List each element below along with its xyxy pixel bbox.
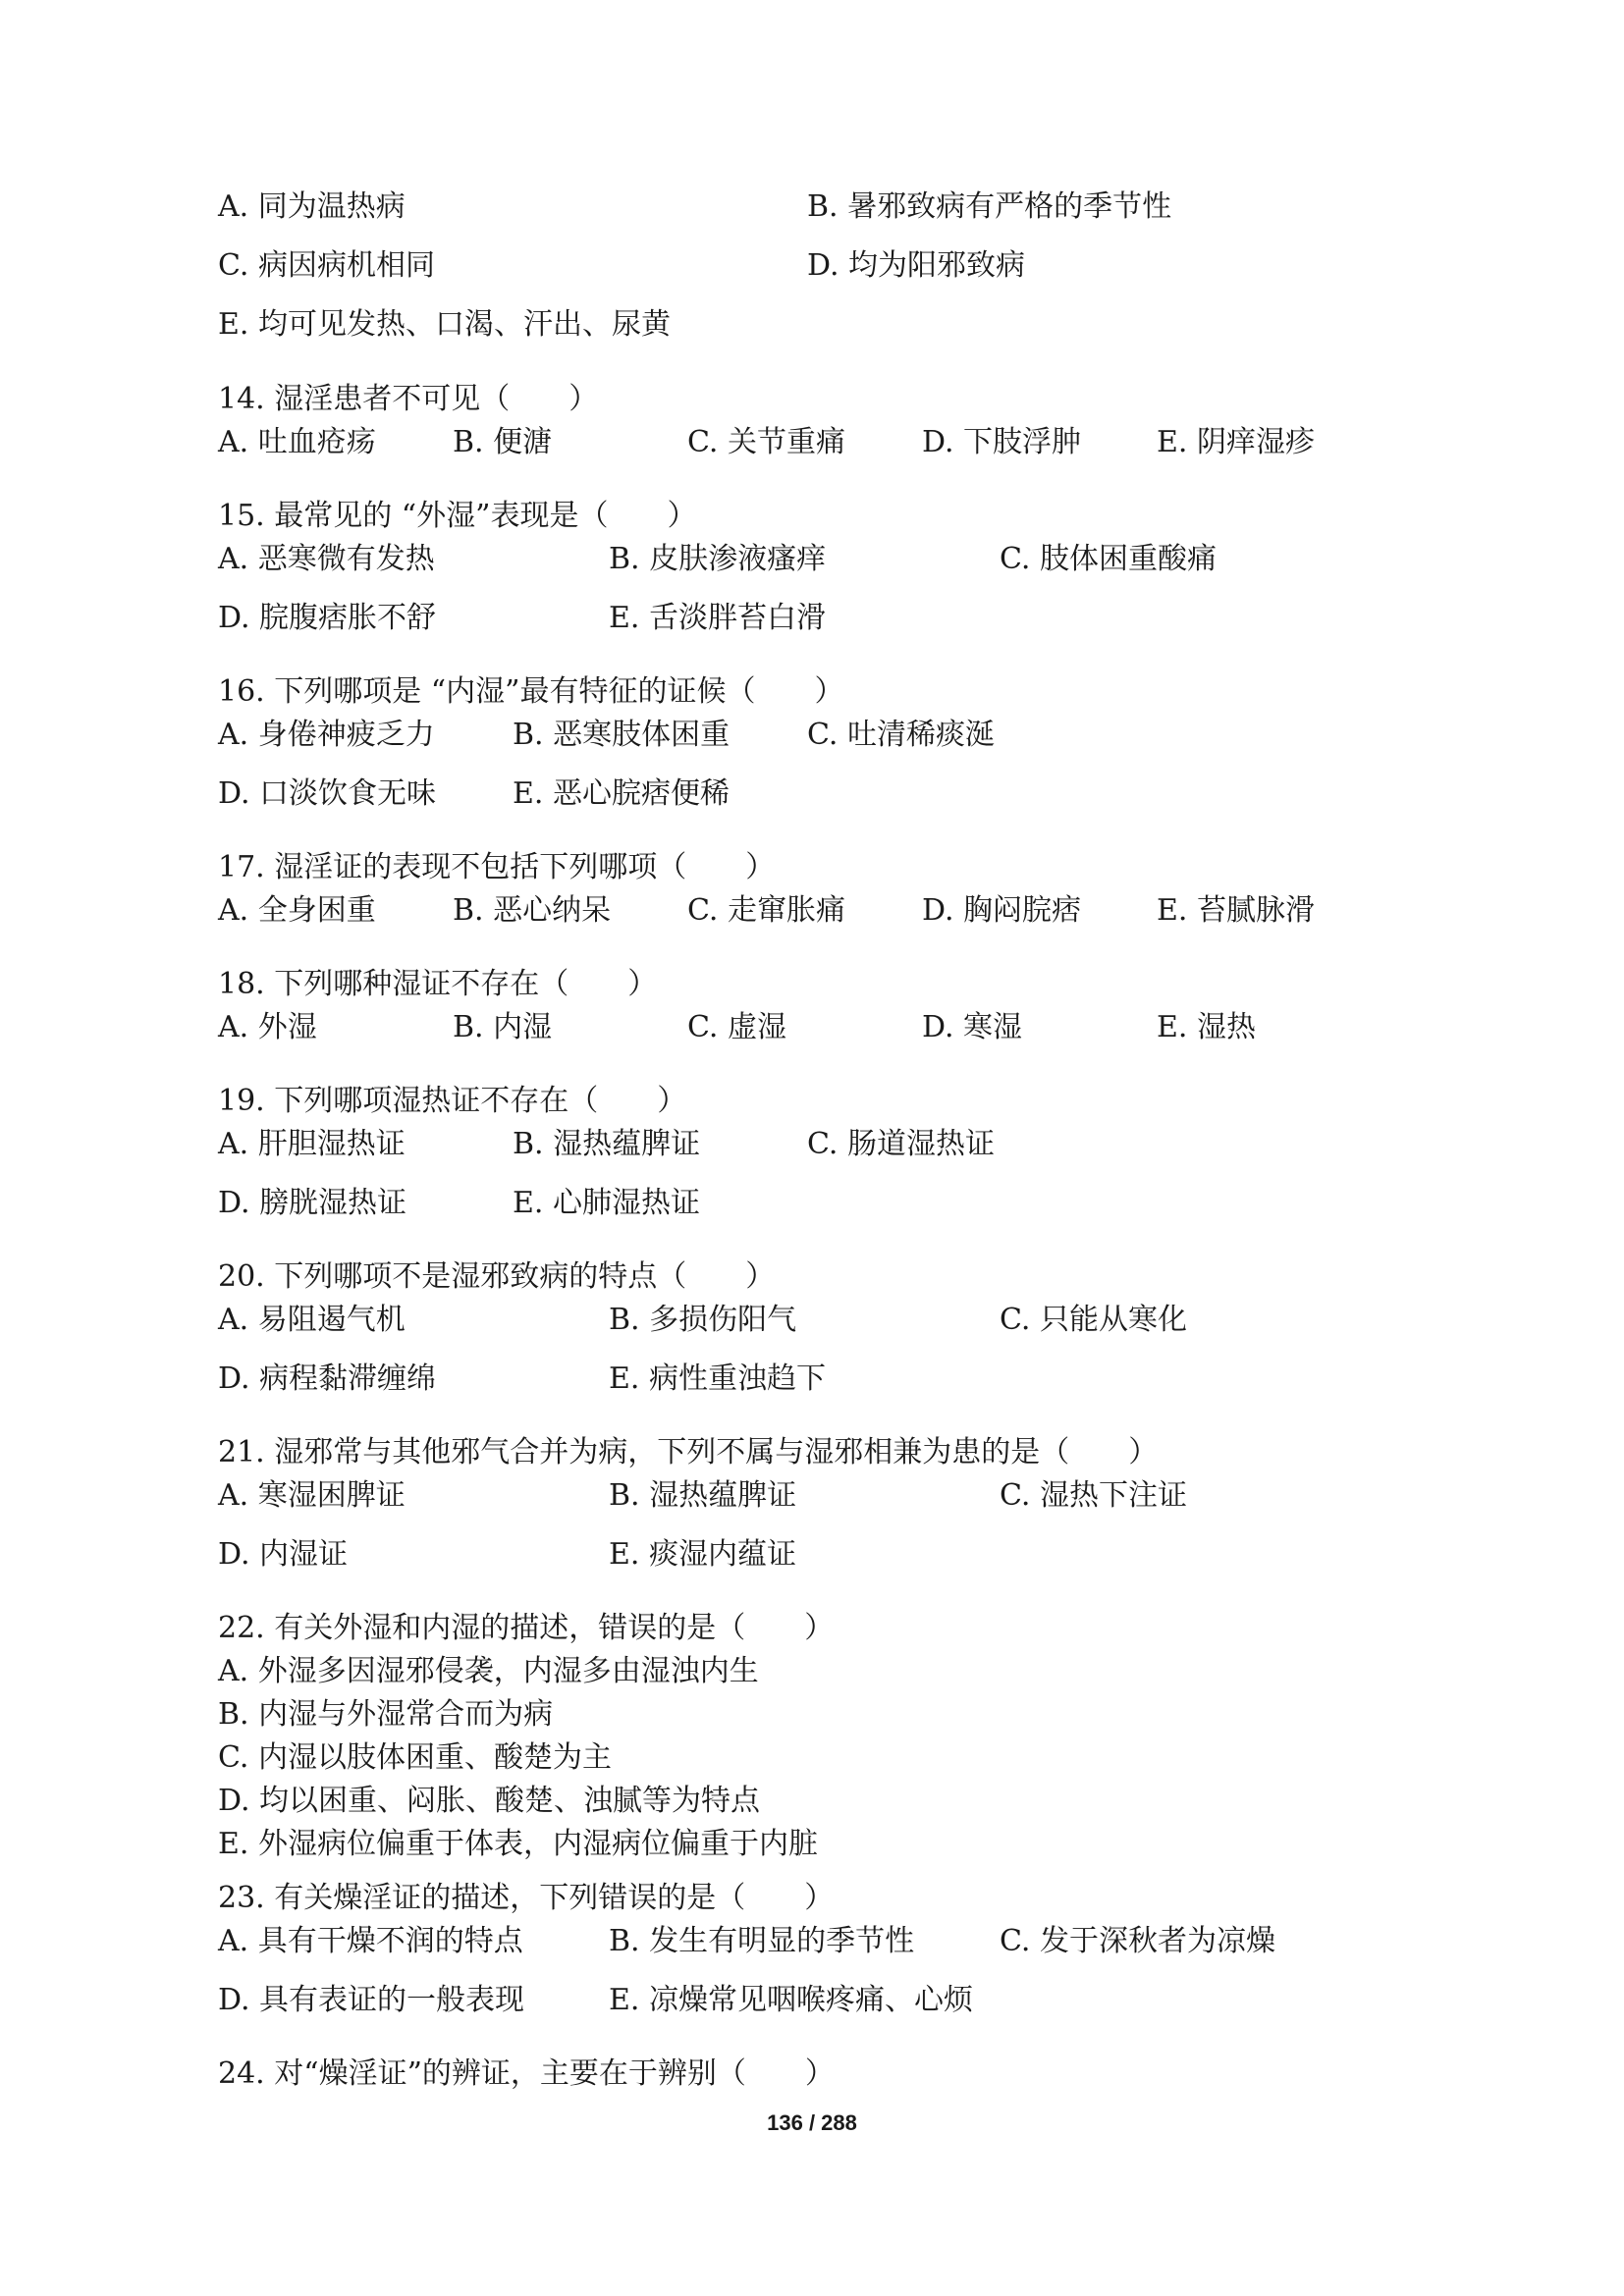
option-a: A. 外湿多因湿邪侵袭，内湿多由湿浊内生	[218, 1654, 759, 1688]
option-e: E. 心肺湿热证	[513, 1186, 700, 1220]
option-e: E. 恶心脘痞便稀	[513, 776, 730, 811]
option-a: A. 易阻遏气机	[218, 1303, 406, 1337]
question-stem: 22. 有关外湿和内湿的描述，错误的是（ ）	[218, 1611, 835, 1645]
question-stem: 15. 最常见的 “外湿”表现是（ ）	[218, 499, 697, 533]
option-b: B. 皮肤渗液瘙痒	[609, 542, 827, 576]
option-a: A. 肝胆湿热证	[218, 1127, 406, 1161]
option-c: C. 走窜胀痛	[687, 893, 845, 928]
option-c: C. 内湿以肢体困重、酸楚为主	[218, 1740, 612, 1775]
option-d: D. 脘腹痞胀不舒	[218, 601, 437, 635]
option-c: C. 湿热下注证	[1000, 1478, 1187, 1513]
option-c: C. 关节重痛	[687, 425, 845, 459]
question-stem: 18. 下列哪种湿证不存在（ ）	[218, 967, 658, 1001]
option-b: B. 多损伤阳气	[609, 1303, 797, 1337]
question-stem: 24. 对“燥淫证”的辨证，主要在于辨别（ ）	[218, 2056, 835, 2091]
option-b: B. 内湿与外湿常合而为病	[218, 1697, 554, 1732]
option-e: E. 均可见发热、口渴、汗出、尿黄	[218, 307, 671, 342]
option-a: A. 外湿	[218, 1010, 317, 1044]
option-a: A. 身倦神疲乏力	[218, 718, 435, 752]
option-e: E. 阴痒湿疹	[1157, 425, 1315, 459]
option-b: B. 湿热蕴脾证	[609, 1478, 797, 1513]
option-d: D. 内湿证	[218, 1537, 349, 1572]
option-b: B. 便溏	[453, 425, 553, 459]
option-d: D. 口淡饮食无味	[218, 776, 437, 811]
option-e: E. 痰湿内蕴证	[609, 1537, 796, 1572]
option-d: D. 胸闷脘痞	[922, 893, 1082, 928]
option-d: D. 膀胱湿热证	[218, 1186, 407, 1220]
option-c: C. 只能从寒化	[1000, 1303, 1187, 1337]
option-d: D. 病程黏滞缠绵	[218, 1362, 437, 1396]
option-b: B. 湿热蕴脾证	[513, 1127, 701, 1161]
page-number: 136 / 288	[767, 2110, 857, 2135]
option-c: C. 吐清稀痰涎	[807, 718, 995, 752]
option-d: D. 均以困重、闷胀、酸楚、浊腻等为特点	[218, 1784, 761, 1818]
option-a: A. 全身困重	[218, 893, 376, 928]
option-e: E. 病性重浊趋下	[609, 1362, 826, 1396]
option-e: E. 舌淡胖苔白滑	[609, 601, 826, 635]
option-c: C. 发于深秋者为凉燥	[1000, 1924, 1275, 1958]
question-stem: 19. 下列哪项湿热证不存在（ ）	[218, 1084, 687, 1118]
option-e: E. 湿热	[1157, 1010, 1256, 1044]
option-d: D. 均为阳邪致病	[807, 248, 1026, 283]
option-d: D. 寒湿	[922, 1010, 1023, 1044]
option-a: A. 同为温热病	[218, 189, 406, 224]
option-a: A. 具有干燥不润的特点	[218, 1924, 523, 1958]
option-d: D. 下肢浮肿	[922, 425, 1082, 459]
option-e: E. 苔腻脉滑	[1157, 893, 1315, 928]
option-b: B. 发生有明显的季节性	[609, 1924, 915, 1958]
option-b: B. 恶寒肢体困重	[513, 718, 731, 752]
option-a: A. 恶寒微有发热	[218, 542, 435, 576]
option-e: E. 外湿病位偏重于体表，内湿病位偏重于内脏	[218, 1827, 818, 1861]
option-d: D. 具有表证的一般表现	[218, 1983, 525, 2017]
option-c: C. 病因病机相同	[218, 248, 435, 283]
option-e: E. 凉燥常见咽喉疼痛、心烦	[609, 1983, 973, 2017]
option-c: C. 肠道湿热证	[807, 1127, 995, 1161]
question-stem: 21. 湿邪常与其他邪气合并为病，下列不属与湿邪相兼为患的是（ ）	[218, 1435, 1159, 1469]
option-c: C. 肢体困重酸痛	[1000, 542, 1217, 576]
question-stem: 20. 下列哪项不是湿邪致病的特点（ ）	[218, 1259, 776, 1294]
question-stem: 16. 下列哪项是 “内湿”最有特征的证候（ ）	[218, 674, 844, 709]
option-a: A. 寒湿困脾证	[218, 1478, 406, 1513]
option-c: C. 虚湿	[687, 1010, 786, 1044]
option-b: B. 暑邪致病有严格的季节性	[807, 189, 1172, 224]
question-stem: 23. 有关燥淫证的描述，下列错误的是（ ）	[218, 1881, 835, 1915]
question-stem: 17. 湿淫证的表现不包括下列哪项（ ）	[218, 850, 776, 884]
option-a: A. 吐血疮疡	[218, 425, 376, 459]
question-stem: 14. 湿淫患者不可见（ ）	[218, 382, 599, 416]
option-b: B. 内湿	[453, 1010, 553, 1044]
option-b: B. 恶心纳呆	[453, 893, 612, 928]
